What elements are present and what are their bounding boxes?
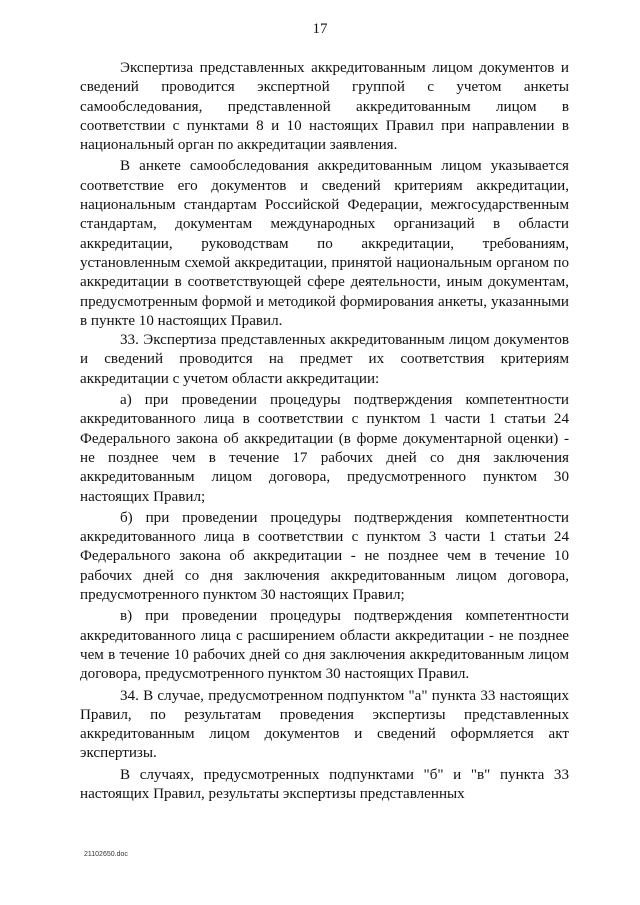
paragraph-34: 34. В случае, предусмотренном подпунктом "а" пункта 33 настоящих Правил, по результатам проведения экспертизы представленных аккредитованным лицом документов и сведений оформляется акт экспертизы.: [80, 687, 569, 762]
footer-file-code: 21102650.doc: [84, 851, 128, 858]
page-number: 17: [312, 21, 328, 37]
paragraph-33-v: в) при проведении процедуры подтверждения компетентности аккредитованного лица с расширением области аккредитации - не позднее чем в течение 10 рабочих дней со дня заключения аккредитованным лицом договора, предусмотренного пунктом 30 настоящих Правил.: [80, 608, 569, 683]
paragraph-self-assessment: В анкете самообследования аккредитованным лицом указывается соответствие его документов и сведений критериям аккредитации, национальным стандартам Российской Федерации, межгосударственным стандартам, документам международных организаций в области аккредитации, руководствам по аккредитации, требованиям, установленным схемой аккредитации, принятой национальным органом по аккредитации в соответствующей сфере деятельности, иным документам, предусмотренным формой и методикой формирования анкеты, указанными в пункте 10 настоящих Правил.: [80, 158, 569, 329]
paragraph-33-b: б) при проведении процедуры подтверждения компетентности аккредитованного лица в соответствии с пунктом 3 части 1 статьи 24 Федерального закона об аккредитации - не позднее чем в течение 10 рабочих дней со дня заключения аккредитованным лицом договора, предусмотренного пунктом 30 настоящих Правил;: [80, 509, 569, 604]
document-body: [80, 59, 569, 804]
paragraph-33: 33. Экспертиза представленных аккредитованным лицом документов и сведений проводится на предмет их соответствия критериям аккредитации с учетом области аккредитации:: [80, 332, 569, 387]
paragraph-expertise-intro: Экспертиза представленных аккредитованным лицом документов и сведений проводится экспертной группой с учетом анкеты самообследования, представленной аккредитованным лицом в соответствии с пунктами 8 и 10 настоящих Правил при направлении в национальный орган по аккредитации заявления.: [80, 60, 569, 154]
paragraph-33-a: а) при проведении процедуры подтверждения компетентности аккредитованного лица в соответствии с пунктом 1 части 1 статьи 24 Федерального закона об аккредитации (в форме документарной оценки) - не позднее чем в течение 17 рабочих дней со дня заключения аккредитованным лицом договора, предусмотренного пунктом 30 настоящих Правил;: [80, 392, 569, 505]
paragraph-34-cont: В случаях, предусмотренных подпунктами "б" и "в" пункта 33 настоящих Правил, результаты экспертизы представленных: [80, 766, 569, 802]
